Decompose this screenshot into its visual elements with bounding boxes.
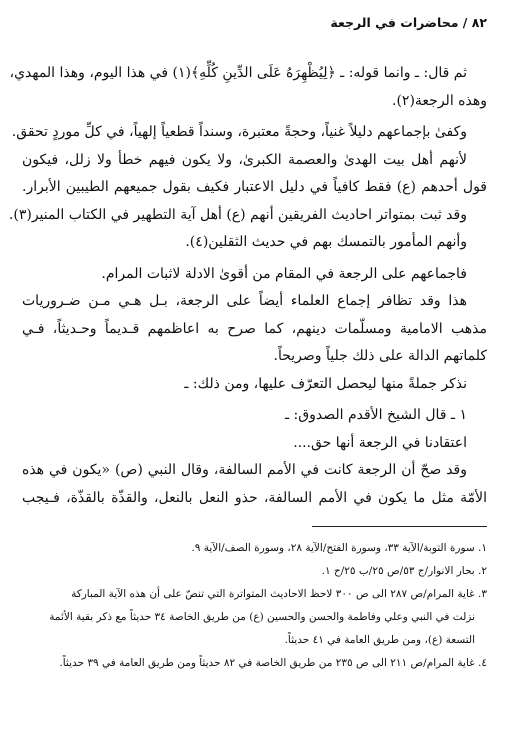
footnote-line: التسعة (ع)، ومن طريق العامة في ٤١ حديثاً. (284, 634, 475, 646)
page-header: ٨٢ / محاضرات في الرجعة (330, 15, 487, 30)
footnote-line: نزلت في النبي وعلي وفاطمة والحسن والحسين (ع) من طريق الخاصة ٣٤ حديثاً مع ذكر بقية الأئمة (49, 611, 475, 623)
text-line: نذكر جملةً منها ليحصل التعرّف عليها، ومن ذلك: ـ (184, 375, 467, 392)
text-line: كلماتهم الدالة على ذلك جلياً وصريحاً. (273, 348, 487, 364)
text-line: قول أحدهم (ع) فقط كافياً في دليل الاعتبار فكيف بقول جميعهم الطيبين الأبرار. (22, 179, 487, 195)
text-line: ١ ـ قال الشيخ الأقدم الصدوق: ـ (284, 407, 467, 423)
text-line: وكفىٰ بإجماعهم دليلاً غنياً، وحجةً معتبرة، وسنداً قطعياً إلهياً، في كلِّ موردٍ تحقق. (11, 124, 467, 140)
text-line: هذا وقد تظافر إجماع العلماء أيضاً على الرجعة، بـل هـي مـن ضـروريات (22, 293, 467, 309)
text-line: اعتقادنا في الرجعة أنها حق.... (293, 434, 467, 451)
text-line: مذهب الامامية ومسلّمات دينهم، كما صرح به اعاظمهم قـديماً وحـديثاً، فـي (22, 320, 487, 337)
text-line: وقد صحّ أن الرجعة كانت في الأمم السالفة، وقال النبي (ص) «يكون في هذه (22, 462, 467, 478)
text-line: فاجماعهم على الرجعة في المقام من أقوىٰ الادلة لاثبات المرام. (101, 265, 467, 282)
text-line: وقد ثبت بمتواتر احاديث الفريقين أنهم (ع) أهل آية التطهير في الكتاب المنير(٣). (8, 206, 467, 223)
footnotes (22, 537, 487, 675)
footnote-line: ١. سورة التوبة/الآية ٣٣، وسورة الفتح/الآية ٢٨، وسورة الصف/الآية ٩. (191, 542, 487, 554)
text-line: الأمّة مثل ما يكون في الأمم السالفة، حذو النعل بالنعل، والقذّة بالقذّة، فـيجب (22, 489, 487, 506)
text-line: ثم قال: ـ وانما قوله: ـ ﴿لِيُظْهِرَهُ عَلَى الدِّينِ كُلِّهِ﴾(١) في هذا اليوم، وهذا المهدي، (9, 65, 467, 81)
footnote-separator (312, 526, 487, 527)
text-line: وأنهم المأمور بالتمسك بهم في حديث الثقلين(٤). (185, 234, 467, 250)
footnote-line: ٣. غاية المرام/ص ٢٨٧ الى ص ٣٠٠ لاحظ الاحاديث المتواترة التي تنصّ على أن هذه الآية المباركة (71, 588, 487, 600)
main-text (8, 60, 487, 512)
text-line: وهذه الرجعة(٢). (392, 92, 487, 109)
footnote-line: ٢. بحار الانوار/ج ٥٣/ص ٢٥/ب ٢٥/ح ١. (321, 565, 487, 577)
footnote-line: ٤. غاية المرام/ص ٢١١ الى ص ٢٣٥ من طريق الخاصة في ٨٢ حديثاً ومن طريق العامة في ٣٩ حديثاً. (59, 657, 487, 669)
text-line: لأنهم أهل بيت الهدىٰ والعصمة الكبرىٰ، ولا يكون فيهم خطأ ولا زلل، فيكون (22, 151, 467, 168)
